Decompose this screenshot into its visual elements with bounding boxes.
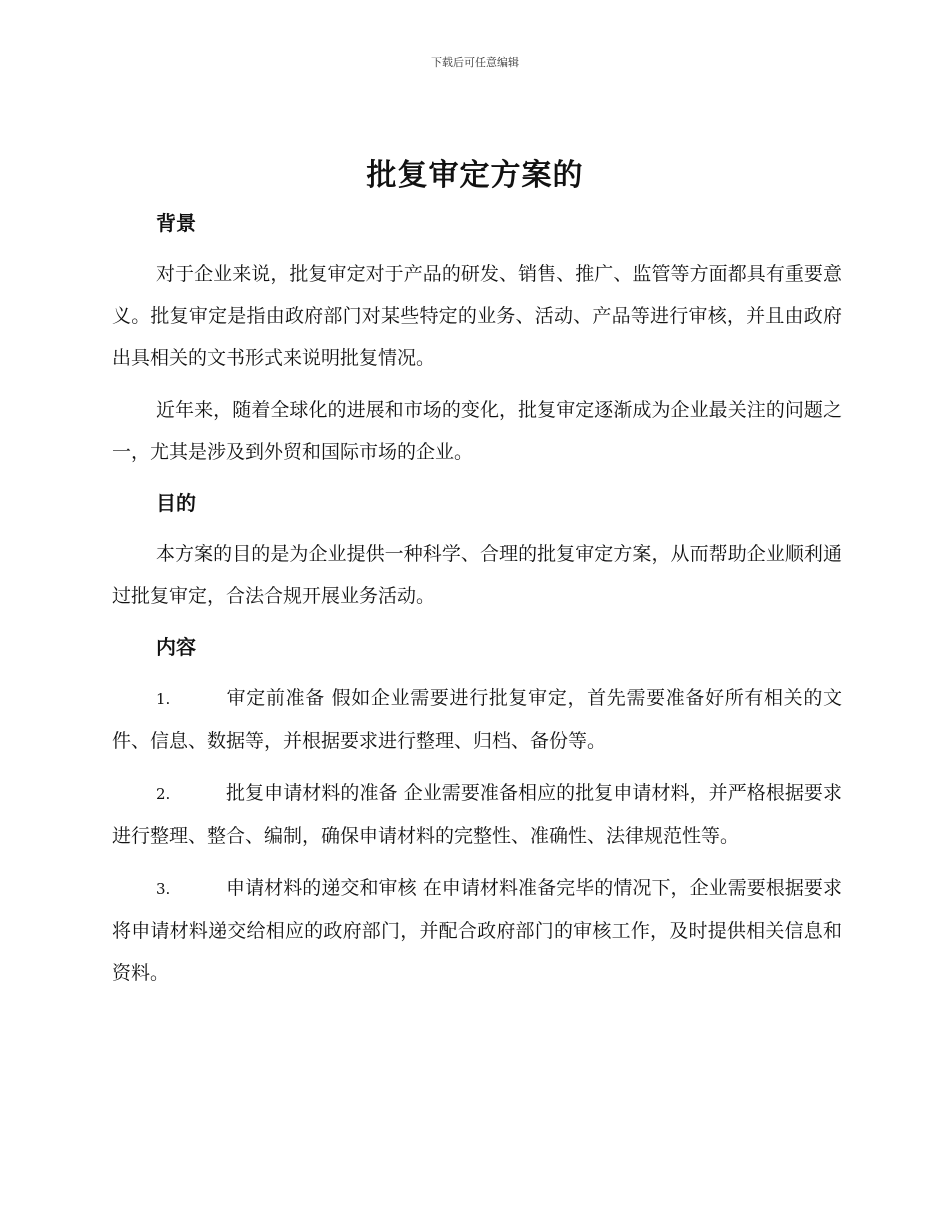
paragraph: 对于企业来说，批复审定对于产品的研发、销售、推广、监管等方面都具有重要意义。批复审定是指由政府部门对某些特定的业务、活动、产品等进行审核，并且由政府出具相关的文书形式来说明批复情况。 bbox=[112, 263, 842, 369]
list-item bbox=[112, 772, 842, 857]
section-heading-purpose: 目的 bbox=[156, 491, 196, 515]
section-heading-background: 背景 bbox=[156, 211, 196, 235]
section-heading-content: 内容 bbox=[156, 635, 196, 659]
list-item-number: 2. bbox=[156, 785, 171, 803]
document-title: 批复审定方案的 bbox=[366, 158, 584, 193]
list-item bbox=[112, 867, 842, 994]
list-item-number: 1. bbox=[156, 690, 171, 708]
list-item-text: 审定前准备 假如企业需要进行批复审定，首先需要准备好所有相关的文件、信息、数据等，并根据要求进行整理、归档、备份等。 bbox=[112, 687, 842, 752]
document-body bbox=[112, 203, 842, 994]
list-item-text: 批复申请材料的准备 企业需要准备相应的批复申请材料，并严格根据要求进行整理、整合、编制，确保申请材料的完整性、准确性、法律规范性等。 bbox=[112, 782, 842, 847]
list-item-text: 申请材料的递交和审核 在申请材料准备完毕的情况下，企业需要根据要求将申请材料递交给相应的政府部门，并配合政府部门的审核工作，及时提供相关信息和资料。 bbox=[112, 877, 842, 984]
header-note: 下载后可任意编辑 bbox=[431, 56, 519, 69]
list-item bbox=[112, 677, 842, 762]
paragraph: 近年来，随着全球化的进展和市场的变化，批复审定逐渐成为企业最关注的问题之一，尤其是涉及到外贸和国际市场的企业。 bbox=[112, 399, 842, 463]
paragraph: 本方案的目的是为企业提供一种科学、合理的批复审定方案，从而帮助企业顺利通过批复审定，合法合规开展业务活动。 bbox=[112, 543, 842, 607]
list-item-number: 3. bbox=[156, 880, 171, 898]
